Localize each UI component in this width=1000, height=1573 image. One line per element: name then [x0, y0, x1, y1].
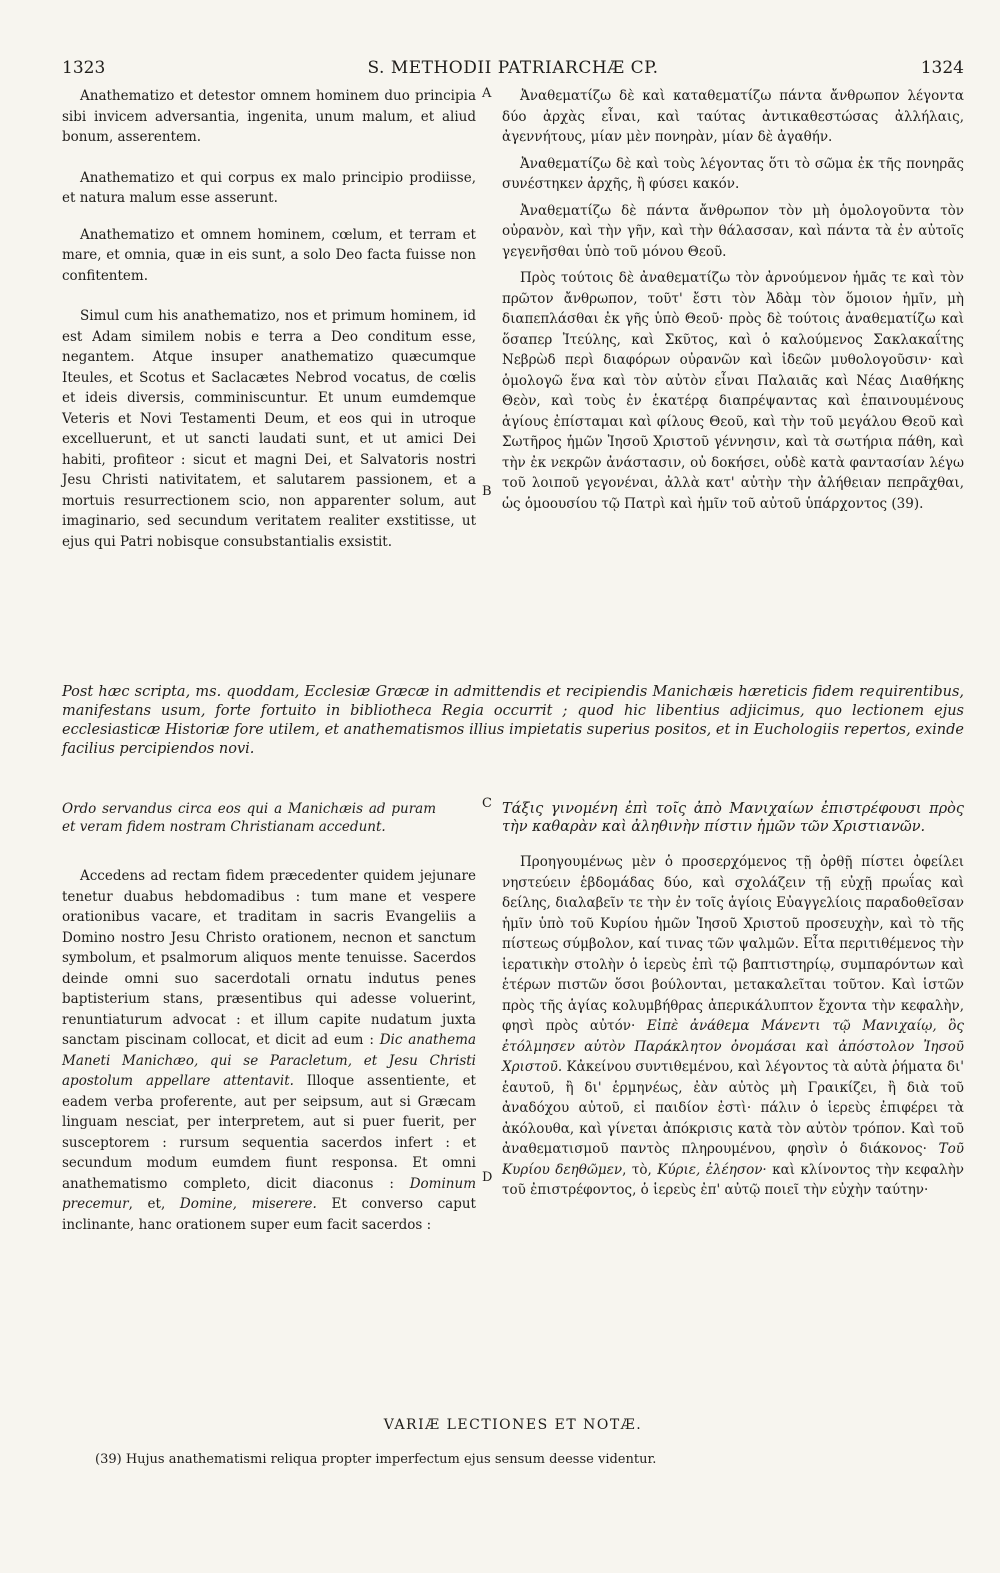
latin-section-title: Ordo servandus circa eos qui a Manichæis ad puram et veram fidem nostram Christianam accedunt. — [62, 801, 436, 835]
latin-paragraph: Anathematizo et detestor omnem hominem duo principia sibi invicem adversantia, ingenita, unum malum, et aliud bonum, asserentem. — [62, 88, 476, 145]
latin-rite-italic3: Domine, miserere. — [179, 1196, 317, 1212]
latin-rite-part2: Illoque assentiente, et eadem verba proferente, aut per seipsum, aut si Græcam linguam nesciat, per interpretem, aut si puer fuerit, per susceptorem : rursum sequentia sacerdos infert : et secundum modum eumdem fiunt responsa. Et omni anathematismo completo, dicit diaconus : — [62, 1073, 476, 1192]
column-marker-a: A — [482, 86, 492, 101]
latin-paragraph: Simul cum his anathematizo, nos et primum hominem, id est Adam similem nobis e terra a Deo conditum esse, negantem. Atque insuper anathematizo quæcumque Iteules, et Scotus et Saclacætes Nebrod vocatus, de cœlis et ideis diversis, comminiscuntur. Et unum eumdemque Veteris et Novi Testamenti Deum, et eos qui in utroque excelluerunt, et ut sancti laudati sunt, et ut amici Dei habiti, profiteor : sicut et magni Dei, et Salvatoris nostri Jesu Christi nativitatem, et salutarem passionem, et a mortuis resurrectionem scio, non apparenter solum, aut imaginario, sed secundum veritatem realiter exstitisse, ut ejus qui Patri nobisque consubstantialis exsistit. — [62, 308, 476, 550]
greek-column-top — [502, 86, 964, 530]
greek-rite-italic1: Εἰπὲ ἀνάθεμα Μάνεντι τῷ Μανιχαίῳ, ὃς ἐτόλμησεν αὑτὸν Παράκλητον ὀνομάσαι καὶ ἀπόστολον Ἰησοῦ Χριστοῦ. — [502, 1018, 964, 1075]
greek-section-title: Τάξις γινομένη ἐπὶ τοῖς ἀπὸ Μανιχαίων ἐπιστρέφουσι πρὸς τὴν καθαρὰν καὶ ἀληθινὴν πίστιν ἡμῶν τῶν Χριστιανῶν. — [502, 801, 964, 835]
greek-paragraph: Ἀναθεματίζω δὲ καὶ τοὺς λέγοντας ὅτι τὸ σῶμα ἐκ τῆς πονηρᾶς συνέστηκεν ἀρχῆς, ἢ φύσει κακόν. — [502, 155, 964, 192]
top-columns — [62, 86, 964, 676]
greek-paragraph: Ἀναθεματίζω δὲ καὶ καταθεματίζω πάντα ἄνθρωπον λέγοντα δύο ἀρχὰς εἶναι, καὶ ταύτας ἀντικαθεστώσας ἀλλήλαις, ἀγεννήτους, μίαν μὲν πονηρὰν, μίαν δὲ ἀγαθήν. — [502, 88, 964, 145]
running-title: S. METHODII PATRIARCHÆ CP. — [367, 58, 659, 78]
page-number-right: 1324 — [920, 58, 964, 78]
column-marker-c: C — [482, 796, 492, 811]
variae-lectiones-heading: VARIÆ LECTIONES ET NOTÆ. — [383, 1417, 643, 1433]
greek-column-bottom — [502, 800, 964, 1217]
greek-rite-italic2: Τοῦ Κυρίου δεηθῶμεν — [502, 1141, 964, 1178]
greek-rite-text — [502, 852, 964, 1201]
latin-rite-italic1: Dic anathema Maneti Manichæo, qui se Paracletum, et Jesu Christi apostolum appellare attentavit. — [62, 1032, 476, 1089]
greek-rite-part2: Κἀκείνου συντιθεμένου, καὶ λέγοντος τὰ αὐτὰ ῥήματα δι' ἑαυτοῦ, ἢ δι' ἑρμηνέως, ἐὰν αὐτὸς μὴ Γραικίζει, ἢ διὰ τοῦ ἀναδόχου αὐτοῦ, εἰ παιδίον ἐστὶ· πάλιν ὁ ἱερεὺς ἐπιφέρει τὰ ἀκόλουθα, καὶ γίνεται ἀπόκρισις κατὰ τὸν αὐτὸν τρόπον. Καὶ τοῦ ἀναθεματισμοῦ παντὸς πληρουμένου, φησὶν ὁ διάκονος· — [502, 1059, 964, 1157]
bottom-columns — [62, 796, 965, 1410]
greek-rite-italic3: Κύριε, ἐλέησον· — [657, 1161, 767, 1178]
greek-paragraph: Ἀναθεματίζω δὲ πάντα ἄνθρωπον τὸν μὴ ὁμολογοῦντα τὸν οὐρανὸν, καὶ τὴν γῆν, καὶ τὴν θάλασσαν, καὶ πάντα τὰ ἐν αὐτοῖς γεγενῆσθαι ὑπὸ τοῦ μόνου Θεοῦ. — [502, 202, 964, 260]
latin-paragraph: Anathematizo et omnem hominem, cœlum, et terram et mare, et omnia, quæ in eis sunt, a solo Deo facta fuisse non confitentem. — [62, 226, 476, 284]
latin-column-bottom — [62, 800, 476, 1251]
running-header — [62, 42, 964, 76]
greek-rite-part3: , τὸ, — [622, 1161, 658, 1178]
editorial-note: Post hæc scripta, ms. quoddam, Ecclesiæ Græcæ in admittendis et recipiendis Manichæis hæreticis fidem requirentibus, manifestans usum, forte fortuito in bibliotheca Regia occurrit ; quod hic libentius adjicimus, quo lectionem ejus ecclesiasticæ Historiæ fore utilem, et anathematismos illius impietatis superius positos, et in Euchologiis repertos, exinde facilius percipiendos novi. — [62, 684, 964, 757]
column-marker-d: D — [482, 1170, 493, 1185]
latin-column-top — [62, 86, 476, 568]
page-number-left: 1323 — [62, 58, 106, 78]
greek-rite-part1: Προηγουμένως μὲν ὁ προσερχόμενος τῇ ὀρθῇ πίστει ὀφείλει νηστεύειν ἑβδομάδας δύο, καὶ σχολάζειν τῇ εὐχῇ πρωΐας καὶ δείλης, διαλαβεῖν τε τὴν ἐν τοῖς ἁγίοις Εὐαγγελίοις παραδοθεῖσαν ἡμῖν ὑπὸ τοῦ Κυρίου ἡμῶν Ἰησοῦ Χριστοῦ προσευχὴν, καὶ τὸ τῆς πίστεως σύμβολον, καί τινας τῶν ψαλμῶν. Εἶτα περιτιθέμενος τὴν ἱερατικὴν στολὴν ὁ ἱερεὺς ἐπὶ τῷ βαπτιστηρίῳ, συμπαρόντων καὶ ἑτέρων πιστῶν ὅσοι βούλονται, μετακαλεῖται τοῦτον. Καὶ ἱστῶν πρὸς τῆς ἁγίας κολυμβήθρας ἀπερικάλυπτον ἔχοντα τὴν κεφαλὴν, φησὶ πρὸς αὐτόν· — [502, 854, 964, 1034]
latin-rite-italic2: Dominum precemur — [62, 1175, 476, 1212]
latin-rite-part4: Et converso caput inclinante, hanc orationem super eum facit sacerdos : — [62, 1196, 476, 1233]
latin-paragraph: Anathematizo et qui corpus ex malo principio prodiisse, et natura malum esse asserunt. — [62, 169, 476, 206]
latin-rite-text — [62, 866, 476, 1235]
greek-rite-part4: καὶ κλίνοντος τὴν κεφαλὴν τοῦ ἐπιστρέφοντος, ὁ ἱερεὺς ἐπ' αὐτῷ ποιεῖ τὴν εὐχὴν ταύτην· — [502, 1161, 965, 1198]
latin-rite-part1: Accedens ad rectam fidem præcedenter quidem jejunare tenetur duabus hebdomadibus : tum mane et vespere orationibus vacare, et traditam in sacris Evangeliis a Domino nostro Jesu Christo orationem, necnon et sanctum symbolum, et psalmorum aliquos mente tenuisse. Sacerdos deinde omni suo sacerdotali ornatu indutus penes baptisterium stans, præsentibus qui adesse voluerint, renuntiaturum advocat : et illum capite nudatum juxta sanctam piscinam collocat, et dicit ad eum : — [62, 868, 476, 1048]
latin-rite-part3: , et, — [128, 1196, 180, 1212]
footnote-39: (39) Hujus anathematismi reliqua propter imperfectum ejus sensum deesse videntur. — [95, 1452, 657, 1467]
column-marker-b: B — [482, 484, 492, 499]
greek-paragraph: Πρὸς τούτοις δὲ ἀναθεματίζω τὸν ἀρνούμενον ἡμᾶς τε καὶ τὸν πρῶτον ἄνθρωπον, τοῦτ' ἔστι τὸν Ἀδὰμ τὸν ὅμοιον ἡμῖν, μὴ διαπεπλάσθαι ἐκ γῆς ὑπὸ Θεοῦ· πρὸς δὲ τούτοις ἀναθεματίζω καὶ ὅσαπερ Ἰτεύλης, καὶ Σκῦτος, καὶ ὁ καλούμενος Σακλακαΐτης Νεβρὼδ περὶ διαφόρων οὐρανῶν καὶ ἰδεῶν μυθολογοῦσιν· καὶ ὁμολογῶ ἕνα καὶ τὸν αὐτὸν εἶναι Παλαιᾶς καὶ Νέας Διαθήκης Θεὸν, καὶ τοὺς ἐν ἑκατέρᾳ διαπρέψαντας καὶ ἐπαινουμένους ἁγίους ἐπίσταμαι καὶ φίλους Θεοῦ, καὶ τὴν τοῦ μεγάλου Θεοῦ καὶ Σωτῆρος ἡμῶν Ἰησοῦ Χριστοῦ γέννησιν, καὶ τὰ σωτήρια πάθη, καὶ τὴν ἐκ νεκρῶν ἀνάστασιν, οὐ δοκήσει, οὐδὲ κατὰ φαντασίαν λέγω τοῦ λοιποῦ γεγονέναι, ἀλλὰ κατ' αὐτὴν τὴν ἀλήθειαν πεπρᾶχθαι, ὡς ὁμοουσίου τῷ Πατρὶ καὶ ἡμῖν τοῦ αὐτοῦ ὑπάρχοντος (39). — [502, 270, 964, 512]
